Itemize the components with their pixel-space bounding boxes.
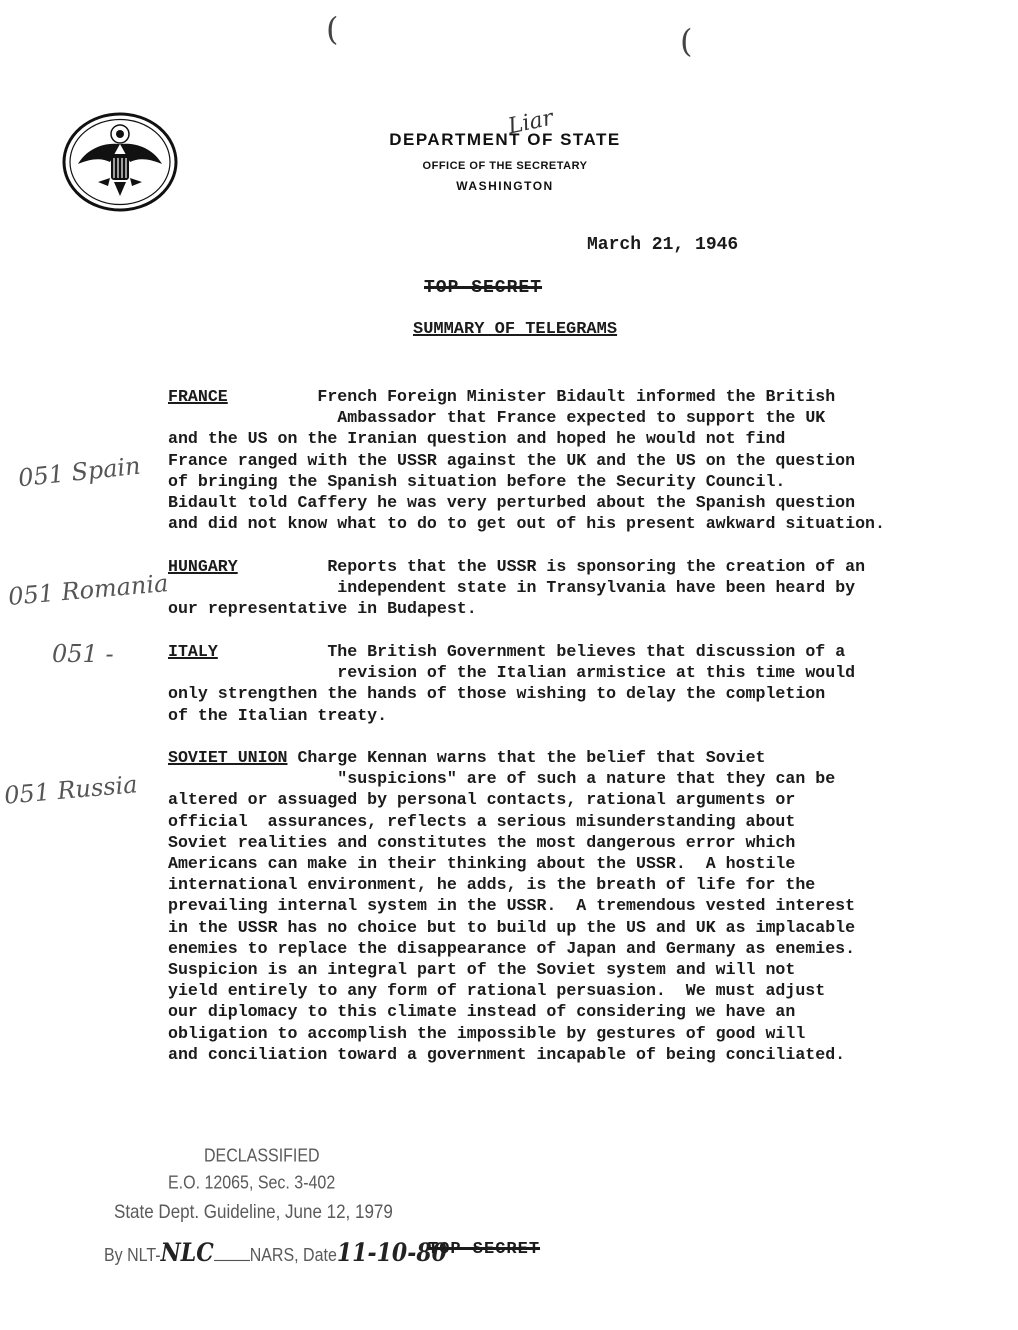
declassified-stamp-line3: State Dept. Guideline, June 12, 1979 <box>114 1200 393 1223</box>
section-line: Charge Kennan warns that the belief that Soviet <box>297 748 766 767</box>
section-line: independent state in Transylvania have been heard by <box>337 578 856 598</box>
classification-bottom: TOP SECRET <box>428 1240 541 1259</box>
country-heading: FRANCE <box>168 387 228 406</box>
section-line: The British Government believes that discussion of a <box>327 642 846 661</box>
section-line: Reports that the USSR is sponsoring the creation of an <box>327 557 866 576</box>
section-line: of bringing the Spanish situation before the Security Council. <box>168 471 786 491</box>
section-line: France ranged with the USSR against the UK and the US on the question <box>168 450 856 470</box>
section-line: "suspicions" are of such a nature that they can be <box>337 769 836 789</box>
section-france <box>168 386 948 534</box>
handwritten-mark: Liar <box>505 105 556 140</box>
section-line: enemies to replace the disappearance of Japan and Germany as enemies. <box>168 938 856 958</box>
section-line: Suspicion is an integral part of the Soviet system and will not <box>168 960 796 980</box>
section-line: and conciliation toward a government incapable of being conciliated. <box>168 1044 846 1064</box>
section-line: and the US on the Iranian question and hoped he would not find <box>168 429 786 449</box>
letterhead-city: WASHINGTON <box>456 179 554 193</box>
section-soviet-union <box>168 747 948 1065</box>
section-line: of the Italian treaty. <box>168 705 388 725</box>
section-line: our diplomacy to this climate instead of considering we have an <box>168 1002 796 1022</box>
margin-note-soviet-union: 051 Russia <box>3 770 139 810</box>
country-heading: ITALY <box>168 642 218 661</box>
declassified-stamp-line1: DECLASSIFIED <box>204 1146 320 1167</box>
section-line: our representative in Budapest. <box>168 599 477 619</box>
margin-note-italy: 051 - <box>52 640 114 668</box>
nars-label: NARS, Date <box>249 1246 337 1266</box>
section-line: in the USSR has no choice but to build up the US and UK as implacable <box>168 917 856 937</box>
great-seal-icon <box>62 112 178 212</box>
section-line: altered or assuaged by personal contacts, rational arguments or <box>168 790 796 810</box>
section-line: prevailing internal system in the USSR. A tremendous vested interest <box>168 896 856 916</box>
section-line: official assurances, reflects a serious misunderstanding about <box>168 811 796 831</box>
section-line: and did not know what to do to get out of his present awkward situation. <box>168 514 885 534</box>
declassified-signature-line <box>104 1238 447 1268</box>
section-italy <box>168 641 948 726</box>
country-heading: SOVIET UNION <box>168 748 288 767</box>
section-line: Americans can make in their thinking about the USSR. A hostile <box>168 854 796 874</box>
section-line: revision of the Italian armistice at this time would <box>337 663 856 683</box>
section-line: Soviet realities and constitutes the most dangerous error which <box>168 832 796 852</box>
signature-date: 11-10-80 <box>336 1238 447 1268</box>
by-label: By NLT- <box>104 1246 161 1266</box>
section-line: only strengthen the hands of those wishing to delay the completion <box>168 684 826 704</box>
section-line: Bidault told Caffery he was very perturbed about the Spanish question <box>168 493 856 513</box>
country-heading: HUNGARY <box>168 557 238 576</box>
section-line: French Foreign Minister Bidault informed the British <box>317 387 836 406</box>
section-line: Ambassador that France expected to support the UK <box>337 408 826 428</box>
classification-top: TOP SECRET <box>424 278 543 298</box>
letterhead-office: OFFICE OF THE SECRETARY <box>422 160 588 172</box>
signature-initials: NLC <box>160 1238 214 1268</box>
corner-mark-left: ( <box>326 10 339 48</box>
declassified-stamp-line2: E.O. 12065, Sec. 3-402 <box>168 1173 336 1194</box>
letterhead-department: DEPARTMENT OF STATE <box>389 130 621 149</box>
margin-note-france: 051 Spain <box>16 451 142 493</box>
section-hungary <box>168 556 948 620</box>
letterhead <box>340 130 670 193</box>
section-line: yield entirely to any form of rational persuasion. We must adjust <box>168 981 826 1001</box>
page-title: SUMMARY OF TELEGRAMS <box>413 320 618 339</box>
section-line: obligation to accomplish the impossible by gestures of good will <box>168 1023 806 1043</box>
document-date: March 21, 1946 <box>587 235 739 255</box>
section-line: international environment, he adds, is the breath of life for the <box>168 875 816 895</box>
margin-note-hungary: 051 Romania <box>7 569 170 611</box>
corner-mark-right: ( <box>680 22 693 60</box>
